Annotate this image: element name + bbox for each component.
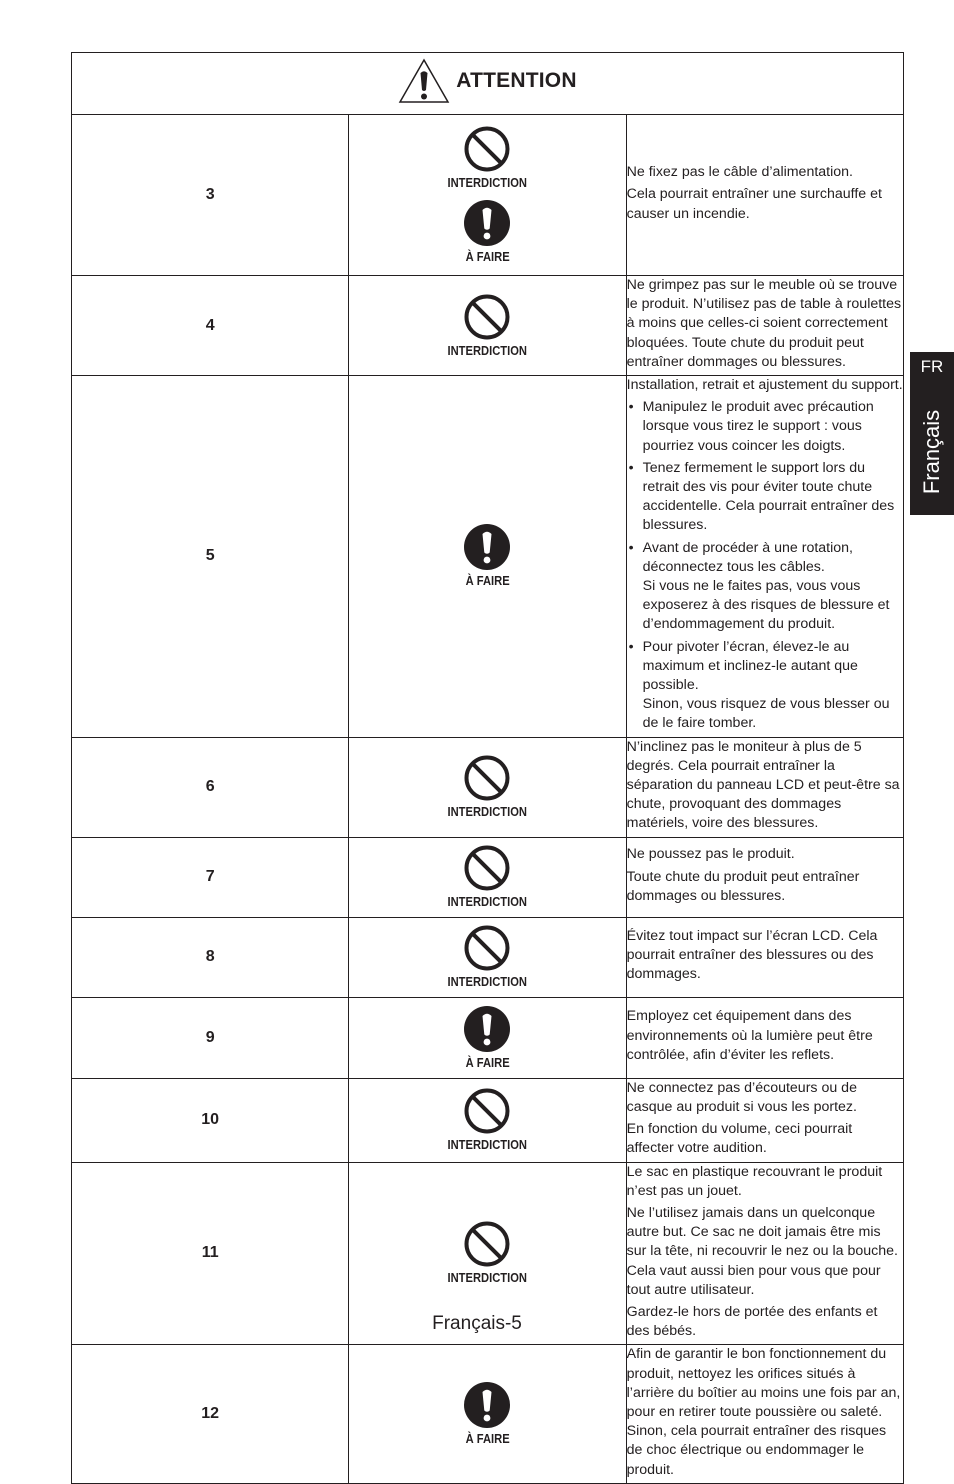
- symbol-cell: [349, 997, 626, 1078]
- bullet-text-continued: Si vous ne le faites pas, vous vous exposerez à des risques de blessure et d’endommagement du produit.: [642, 578, 890, 633]
- row-number: 7: [72, 837, 349, 917]
- row-paragraph: Le sac en plastique recouvrant le produit n’est pas un jouet.: [626, 1163, 883, 1199]
- row-paragraph: Évitez tout impact sur l’écran LCD. Cela pourrait entraîner des blessures ou des dommages.: [626, 927, 878, 983]
- table-row: [72, 837, 904, 917]
- a-faire-label: À FAIRE: [465, 249, 510, 264]
- table-row: [72, 1345, 904, 1483]
- interdiction-label: INTERDICTION: [447, 1270, 528, 1286]
- mandatory-action-icon: [464, 524, 510, 570]
- mandatory-symbol: [349, 200, 625, 264]
- list-item: [627, 539, 903, 635]
- symbol-cell: [349, 1345, 626, 1483]
- row-number: 6: [72, 737, 349, 837]
- table-row: [72, 376, 904, 738]
- interdiction-label: INTERDICTION: [447, 804, 528, 820]
- language-code: FR: [920, 357, 944, 376]
- mandatory-symbol: [349, 1382, 625, 1446]
- row-paragraph: Afin de garantir le bon fonctionnement du produit, nettoyez les orifices situés à l’arrière du boîtier au moins une fois par an, pour en retirer toute poussière ou saleté. Sinon, cela pourrait entraîner des risques de choc électrique ou endommager le produit.: [626, 1346, 901, 1478]
- mandatory-action-icon: [464, 200, 510, 246]
- mandatory-symbol: [349, 1006, 625, 1070]
- mandatory-action-icon: [464, 1382, 510, 1428]
- prohibition-symbol: [349, 1088, 625, 1152]
- row-paragraph: Ne l’utilisez jamais dans un quelconque autre but. Ce sac ne doit jamais être mis sur la tête, ni recouvrir le nez ou la bouche. Cela vaut aussi bien pour vous que pour tout autre utilisateur.: [626, 1204, 898, 1298]
- row-number: 5: [72, 376, 349, 738]
- mandatory-action-icon: [464, 1006, 510, 1052]
- symbol-cell: [349, 276, 626, 376]
- row-paragraph: Ne fixez pas le câble d’alimentation.: [626, 164, 853, 181]
- interdiction-label: INTERDICTION: [447, 175, 528, 190]
- row-number: 3: [72, 115, 349, 276]
- table-header: [72, 53, 904, 115]
- row-paragraph: Ne poussez pas le produit.: [626, 846, 795, 863]
- row-text: [626, 1345, 903, 1483]
- prohibition-icon: [464, 925, 510, 971]
- prohibition-symbol: [349, 294, 625, 358]
- table-row: [72, 997, 904, 1078]
- interdiction-label: INTERDICTION: [447, 342, 528, 358]
- symbol-cell: [349, 376, 626, 738]
- row-text: [626, 276, 903, 376]
- row-paragraph: Gardez-le hors de portée des enfants et des bébés.: [626, 1303, 878, 1340]
- bullet-text: Pour pivoter l’écran, élevez-le au maximum et inclinez-le autant que possible.: [642, 638, 858, 694]
- row-text: [626, 837, 903, 917]
- a-faire-label: À FAIRE: [465, 573, 510, 589]
- table-row: [72, 115, 904, 276]
- row-paragraph: Employez cet équipement dans des environnements où la lumière peut être contrôlée, afin d’éviter les reflets.: [626, 1008, 873, 1063]
- language-name: Français: [919, 409, 944, 495]
- prohibition-symbol: [349, 755, 625, 819]
- bullet-list: [627, 398, 903, 733]
- safety-table: [71, 52, 904, 1484]
- row-number: 8: [72, 917, 349, 997]
- mandatory-symbol: [349, 524, 625, 588]
- prohibition-icon: [464, 126, 510, 172]
- row-number: 12: [72, 1345, 349, 1483]
- row-text: [626, 737, 903, 837]
- row-paragraph: N’inclinez pas le moniteur à plus de 5 degrés. Cela pourrait entraîner la séparation du panneau LCD et peut-être sa chute, provoquant des dommages matériels, voire des blessures.: [626, 738, 900, 832]
- row-text: [626, 376, 903, 738]
- symbol-cell: [349, 737, 626, 837]
- row-paragraph: En fonction du volume, ceci pourrait affecter votre audition.: [626, 1121, 853, 1157]
- table-row: [72, 1078, 904, 1162]
- bullet-text: Avant de procéder à une rotation, déconnectez tous les câbles.: [642, 539, 853, 575]
- list-item: [627, 459, 903, 536]
- row-paragraph: Ne grimpez pas sur le meuble où se trouve le produit. N’utilisez pas de table à roulettes à moins que celles-ci soient correctement bloquées. Toute chute du produit peut entraîner dommages ou blessures.: [626, 277, 902, 370]
- symbol-cell: [349, 837, 626, 917]
- warning-triangle-icon: [398, 58, 450, 104]
- table-row: [72, 276, 904, 376]
- prohibition-icon: [464, 1088, 510, 1134]
- prohibition-icon: [464, 1221, 510, 1267]
- row-paragraph: Cela pourrait entraîner une surchauffe et causer un incendie.: [626, 186, 882, 222]
- bullet-text: Tenez fermement le support lors du retrait des vis pour éviter toute chute accidentelle. Cela pourrait entraîner des blessures.: [642, 459, 895, 534]
- row-text: [626, 917, 903, 997]
- row-number: 4: [72, 276, 349, 376]
- row-paragraph: Toute chute du produit peut entraîner dommages ou blessures.: [626, 868, 860, 904]
- prohibition-icon: [464, 845, 510, 891]
- page-number: Français-5: [432, 1313, 522, 1334]
- interdiction-label: INTERDICTION: [447, 1137, 528, 1153]
- row-text: [626, 115, 903, 276]
- row-text: [626, 997, 903, 1078]
- symbol-cell: [349, 115, 626, 276]
- prohibition-symbol: [349, 845, 625, 909]
- bullet-text: Manipulez le produit avec précaution lorsque vous tirez le support : vous pourriez vous coincer les doigts.: [642, 399, 874, 454]
- table-header-row: [72, 53, 904, 115]
- interdiction-label: INTERDICTION: [447, 974, 528, 990]
- row-intro: Installation, retrait et ajustement du support.: [626, 377, 903, 394]
- prohibition-symbol: [349, 925, 625, 989]
- language-side-tab: [910, 352, 954, 515]
- a-faire-label: À FAIRE: [465, 1054, 510, 1070]
- table-row: [72, 737, 904, 837]
- row-number: 11: [72, 1162, 349, 1345]
- a-faire-label: À FAIRE: [465, 1431, 510, 1447]
- list-item: [627, 398, 903, 456]
- row-number: 9: [72, 997, 349, 1078]
- prohibition-icon: [464, 755, 510, 801]
- prohibition-icon: [464, 294, 510, 340]
- interdiction-label: INTERDICTION: [447, 894, 528, 910]
- row-number: 10: [72, 1078, 349, 1162]
- list-item: [627, 638, 903, 734]
- row-text: [626, 1078, 903, 1162]
- row-paragraph: Ne connectez pas d’écouteurs ou de casque au produit si vous les portez.: [626, 1079, 857, 1115]
- prohibition-symbol: [349, 126, 625, 190]
- prohibition-symbol: [349, 1221, 625, 1285]
- table-row: [72, 917, 904, 997]
- symbol-cell: [349, 1078, 626, 1162]
- bullet-text-continued: Sinon, vous risquez de vous blesser ou de le faire tomber.: [642, 696, 890, 732]
- attention-title: ATTENTION: [456, 69, 577, 92]
- symbol-cell: [349, 917, 626, 997]
